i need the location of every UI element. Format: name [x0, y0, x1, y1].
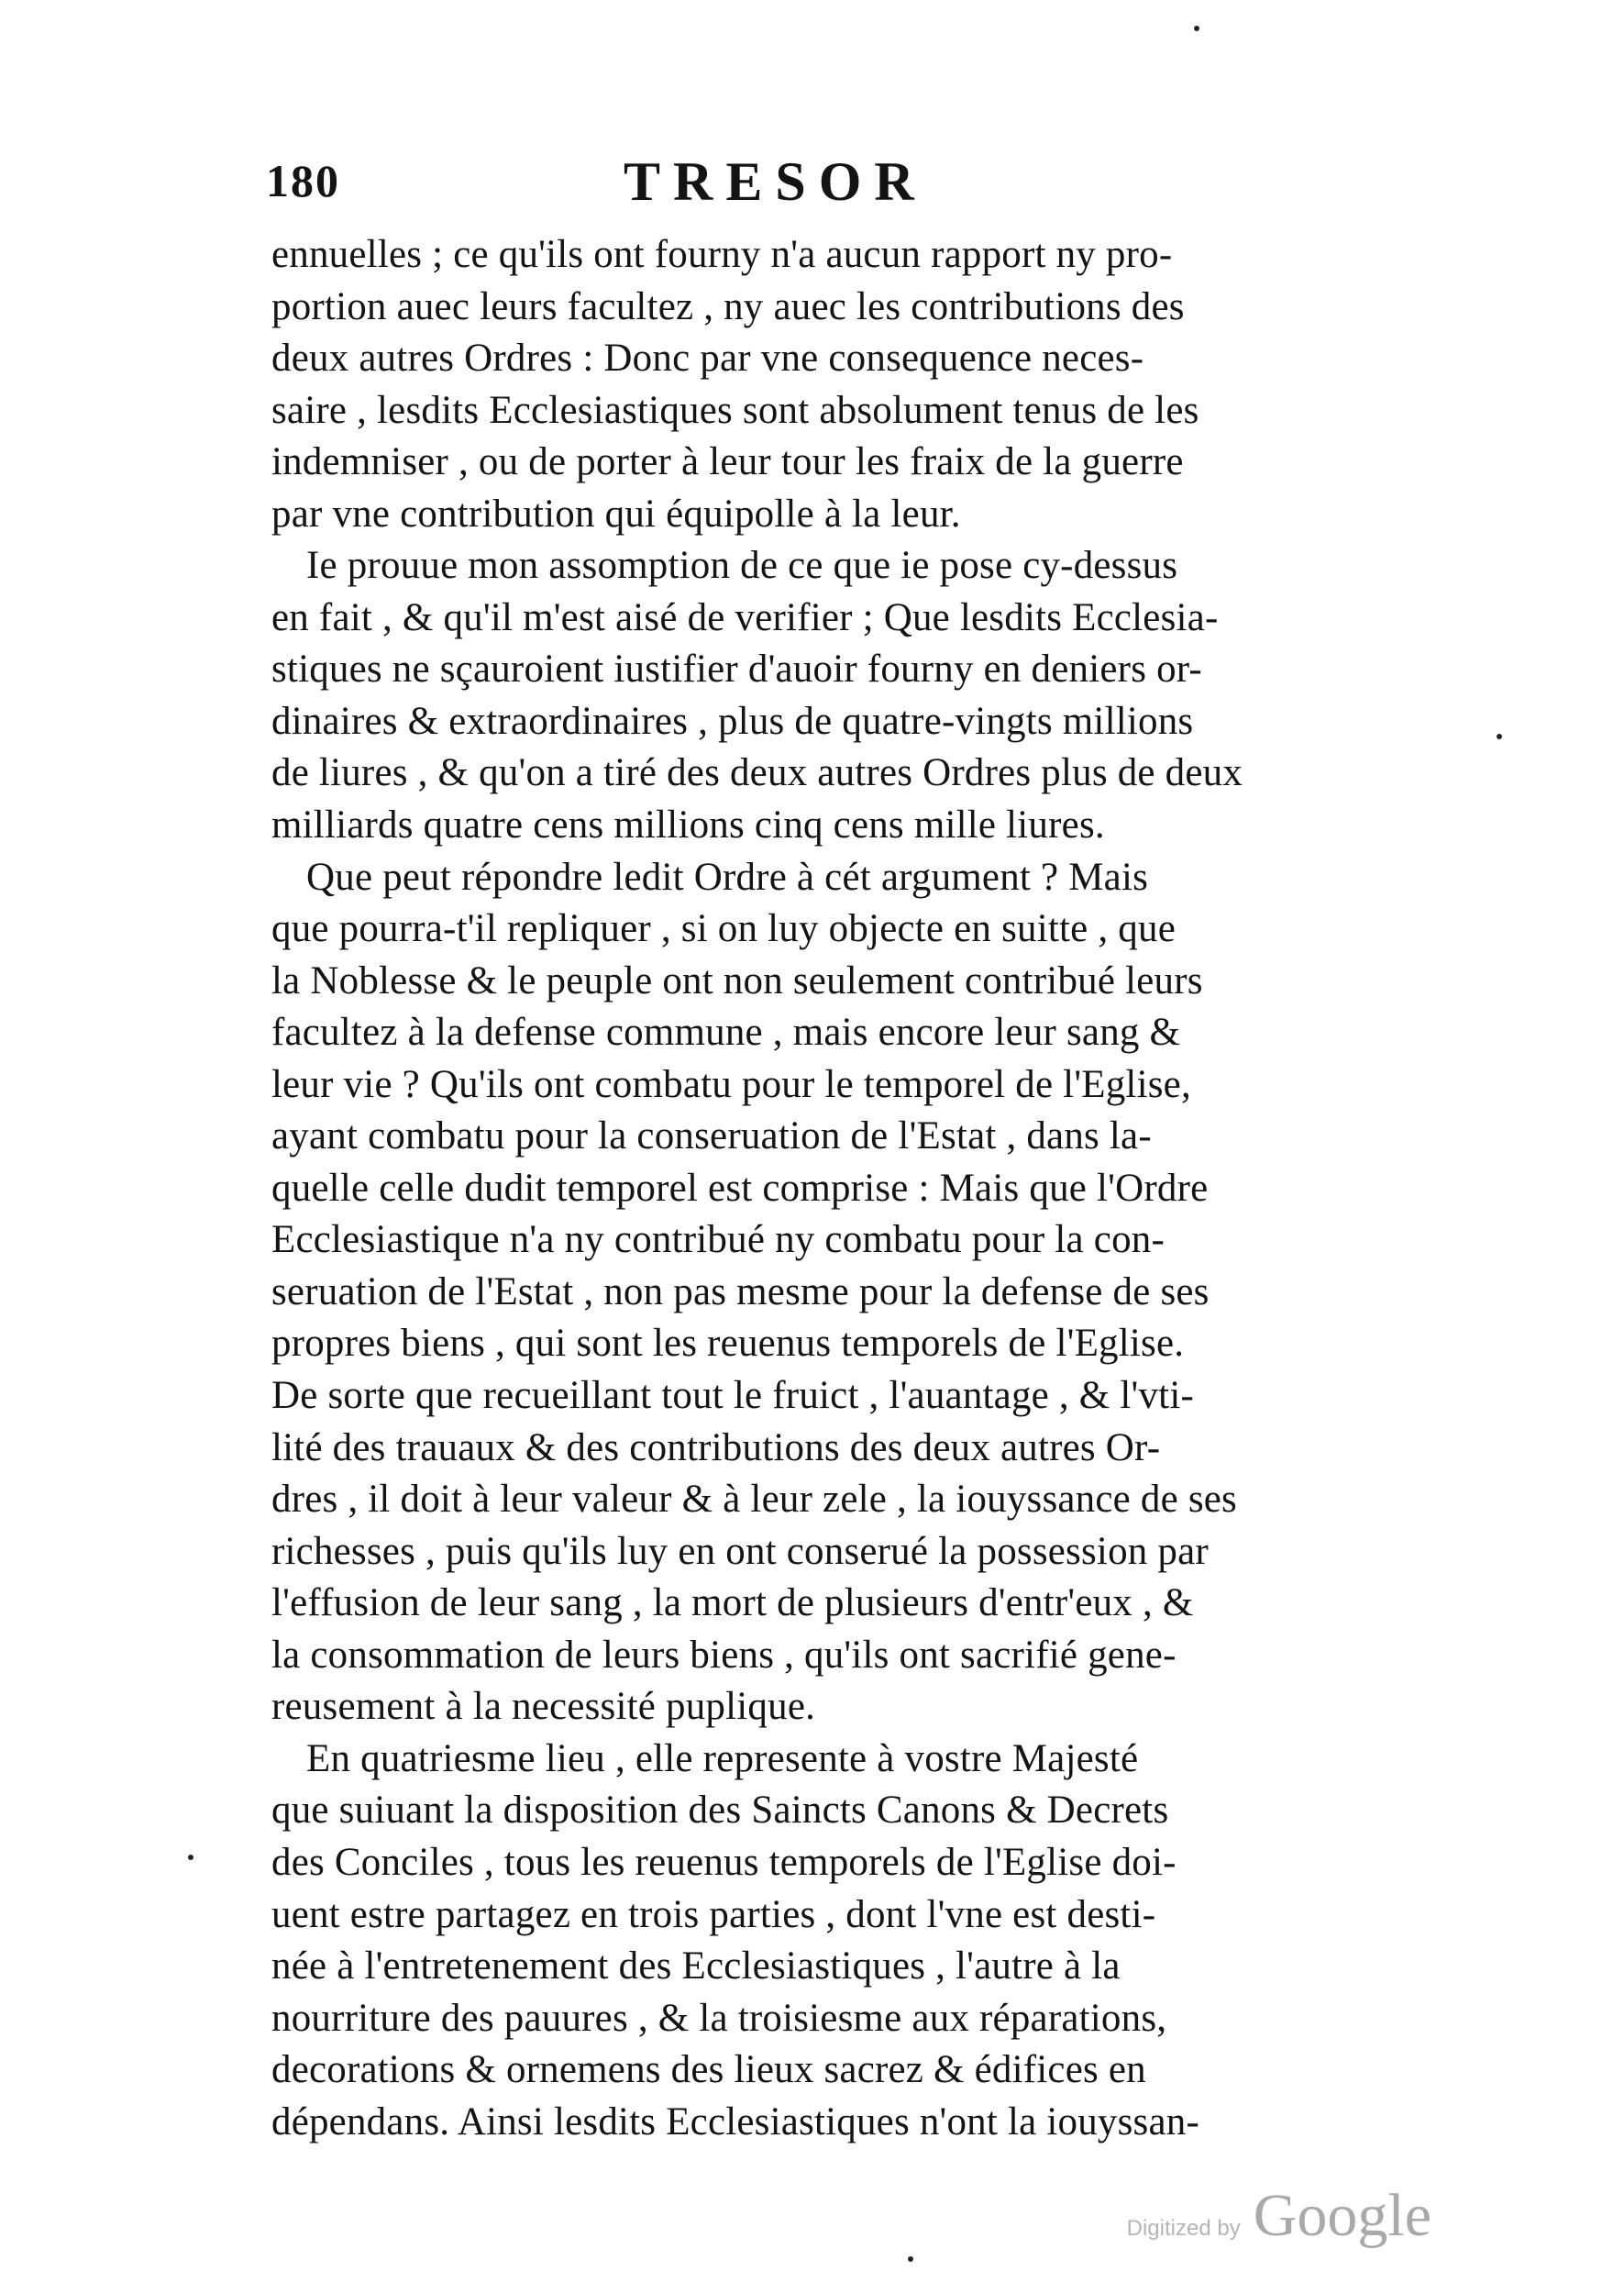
text-line: que pourra-t'il repliquer , si on luy objecte en suitte , que: [271, 907, 1176, 951]
text-line: ennuelles ; ce qu'ils ont fourny n'a aucun rapport ny pro-: [271, 233, 1173, 276]
text-line: Que peut répondre ledit Ordre à cét argument ? Mais: [306, 855, 1149, 899]
text-line: En quatriesme lieu , elle represente à vostre Majesté: [306, 1736, 1139, 1780]
text-line: la consommation de leurs biens , qu'ils ont sacrifié gene-: [271, 1633, 1177, 1677]
text-line: saire , lesdits Ecclesiastiques sont absolument tenus de les: [271, 388, 1199, 432]
page-header: [266, 151, 1421, 227]
text-line: De sorte que recueillant tout le fruict , l'auantage , & l'vti-: [271, 1374, 1194, 1418]
text-line: des Conciles , tous les reuenus temporels de l'Eglise doi-: [271, 1840, 1177, 1884]
digitized-watermark: [1127, 2181, 1431, 2251]
text-line: l'effusion de leur sang , la mort de plusieurs d'entr'eux , &: [271, 1581, 1194, 1625]
text-line: par vne contribution qui équipolle à la leur.: [271, 492, 961, 536]
text-line: milliards quatre cens millions cinq cens mille liures.: [271, 803, 1105, 847]
text-line: facultez à la defense commune , mais encore leur sang &: [271, 1011, 1181, 1055]
google-logo: Google: [1253, 2182, 1431, 2249]
text-line: la Noblesse & le peuple ont non seulement contribué leurs: [271, 958, 1203, 1002]
scan-speck: [1497, 734, 1502, 739]
text-line: richesses , puis qu'ils luy en ont conserué la possession par: [271, 1529, 1209, 1573]
text-line: dinaires & extraordinaires , plus de quatre-vingts millions: [271, 699, 1194, 743]
text-line: decorations & ornemens des lieux sacrez & édifices en: [271, 2048, 1146, 2092]
text-line: propres biens , qui sont les reuenus temporels de l'Eglise.: [271, 1322, 1185, 1366]
text-line: nourriture des pauures , & la troisiesme aux réparations,: [271, 1996, 1167, 2040]
text-line: dres , il doit à leur valeur & à leur zele , la iouyssance de ses: [271, 1478, 1237, 1522]
text-line: en fait , & qu'il m'est aisé de verifier ; Que lesdits Ecclesia-: [271, 595, 1219, 639]
text-line: quelle celle dudit temporel est comprise : Mais que l'Ordre: [271, 1166, 1209, 1210]
text-line: leur vie ? Qu'ils ont combatu pour le temporel de l'Eglise,: [271, 1062, 1191, 1106]
text-line: Ie prouue mon assomption de ce que ie pose cy-dessus: [306, 544, 1178, 588]
scan-speck: [1194, 26, 1199, 31]
text-line: deux autres Ordres : Donc par vne consequence neces-: [271, 337, 1144, 381]
scan-speck: [908, 2256, 913, 2262]
text-line: reusement à la necessité puplique.: [271, 1685, 816, 1729]
scan-speck: [188, 1855, 193, 1860]
text-line: de liures , & qu'on a tiré des deux autres Ordres plus de deux: [271, 751, 1243, 795]
text-line: dépendans. Ainsi lesdits Ecclesiastiques n'ont la iouyssan-: [271, 2099, 1199, 2143]
text-line: portion auec leurs facultez , ny auec les contributions des: [271, 284, 1185, 328]
text-line: Ecclesiastique n'a ny contribué ny combatu pour la con-: [271, 1218, 1165, 1262]
text-line: seruation de l'Estat , non pas mesme pour la defense de ses: [271, 1269, 1210, 1313]
text-line: indemniser , ou de porter à leur tour les fraix de la guerre: [271, 440, 1184, 484]
text-line: née à l'entretenement des Ecclesiastiques , l'autre à la: [271, 1944, 1121, 1988]
body-text: [271, 229, 1436, 2148]
text-line: stiques ne sçauroient iustifier d'auoir fourny en deniers or-: [271, 648, 1202, 692]
text-line: que suiuant la disposition des Saincts Canons & Decrets: [271, 1789, 1169, 1833]
text-line: uent estre partagez en trois parties , dont l'vne est desti-: [271, 1892, 1156, 1936]
text-line: lité des trauaux & des contributions des deux autres Or-: [271, 1425, 1161, 1469]
page-number: 180: [266, 155, 340, 206]
running-title: TRESOR: [624, 151, 927, 212]
digitized-by-label: Digitized by: [1126, 2216, 1241, 2241]
text-line: ayant combatu pour la conseruation de l'Estat , dans la-: [271, 1114, 1152, 1158]
